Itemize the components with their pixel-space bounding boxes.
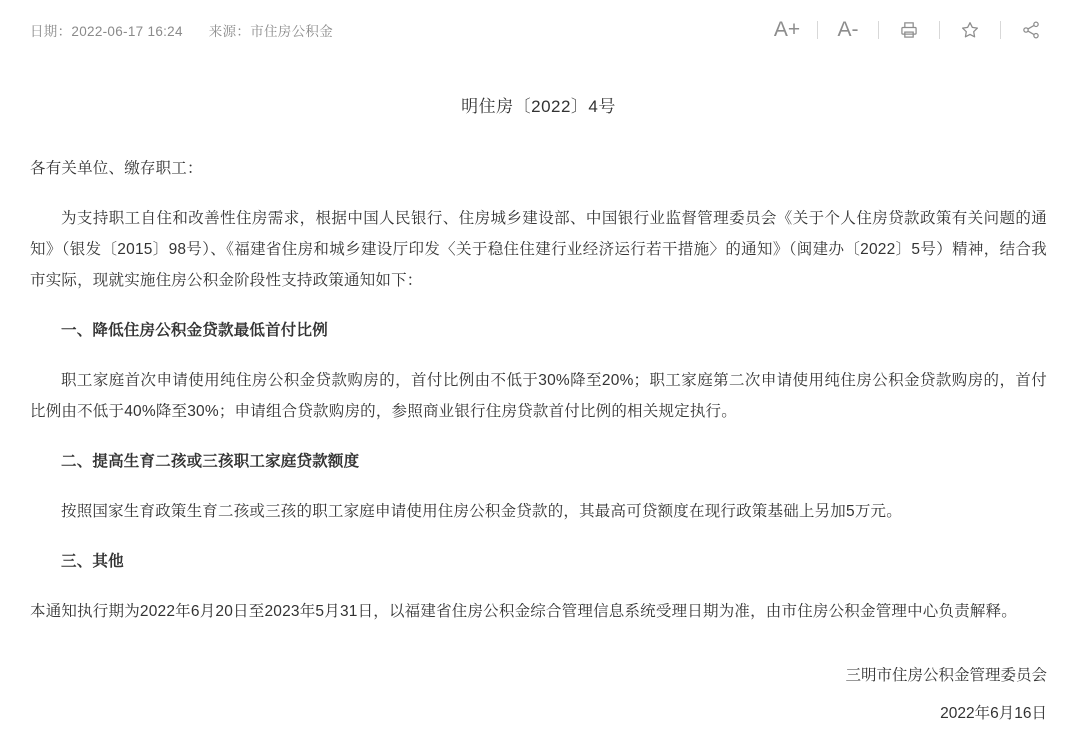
section-body-1: 职工家庭首次申请使用纯住房公积金贷款购房的，首付比例由不低于30%降至20%；职工家庭第二次申请使用纯住房公积金贷款购房的，首付比例由不低于40%降至30%；申请组合贷款购房的，参照商业银行住房贷款首付比例的相关规定执行。 (30, 372, 1047, 420)
print-icon[interactable] (887, 13, 931, 47)
article-meta-info (30, 20, 333, 40)
article-body (0, 92, 1077, 729)
section-heading-2: 二、提高生育二孩或三孩职工家庭贷款额度 (61, 453, 360, 470)
font-decrease-button[interactable]: A- (837, 18, 859, 41)
publish-date: 日期：2022-06-17 16:24 (30, 24, 183, 39)
signature-organization: 三明市住房公积金管理委员会 (845, 667, 1047, 684)
article-meta-bar (0, 0, 1077, 60)
preamble-paragraph: 为支持职工自住和改善性住房需求，根据中国人民银行、住房城乡建设部、中国银行业监督管理委员会《关于个人住房贷款政策有关问题的通知》（银发〔2015〕98号）、《福建省住房和城乡建设厅印发〈关于稳住住建行业经济运行若干措施〉的通知》（闽建办〔2022〕5号）精神，结合我市实际，现就实施住房公积金阶段性支持政策通知如下： (30, 210, 1047, 289)
toolbar-divider (878, 21, 879, 39)
document-number-title: 明住房〔2022〕4号 (461, 97, 616, 116)
star-icon[interactable] (948, 13, 992, 47)
toolbar-divider (939, 21, 940, 39)
article-source: 来源：市住房公积金 (208, 24, 333, 39)
toolbar-divider (817, 21, 818, 39)
share-icon[interactable] (1009, 13, 1053, 47)
salutation: 各有关单位、缴存职工： (30, 160, 203, 177)
signature-date: 2022年6月16日 (940, 705, 1047, 722)
section-body-3: 本通知执行期为2022年6月20日至2023年5月31日，以福建省住房公积金综合管理信息系统受理日期为准，由市住房公积金管理中心负责解释。 (30, 603, 1017, 620)
font-increase-button[interactable]: A+ (773, 18, 801, 41)
section-body-2: 按照国家生育政策生育二孩或三孩的职工家庭申请使用住房公积金贷款的，其最高可贷额度在现行政策基础上另加5万元。 (61, 503, 902, 520)
toolbar-divider (1000, 21, 1001, 39)
article-toolbar (765, 13, 1053, 47)
section-heading-3: 三、其他 (61, 553, 124, 570)
section-heading-1: 一、降低住房公积金贷款最低首付比例 (61, 322, 328, 339)
